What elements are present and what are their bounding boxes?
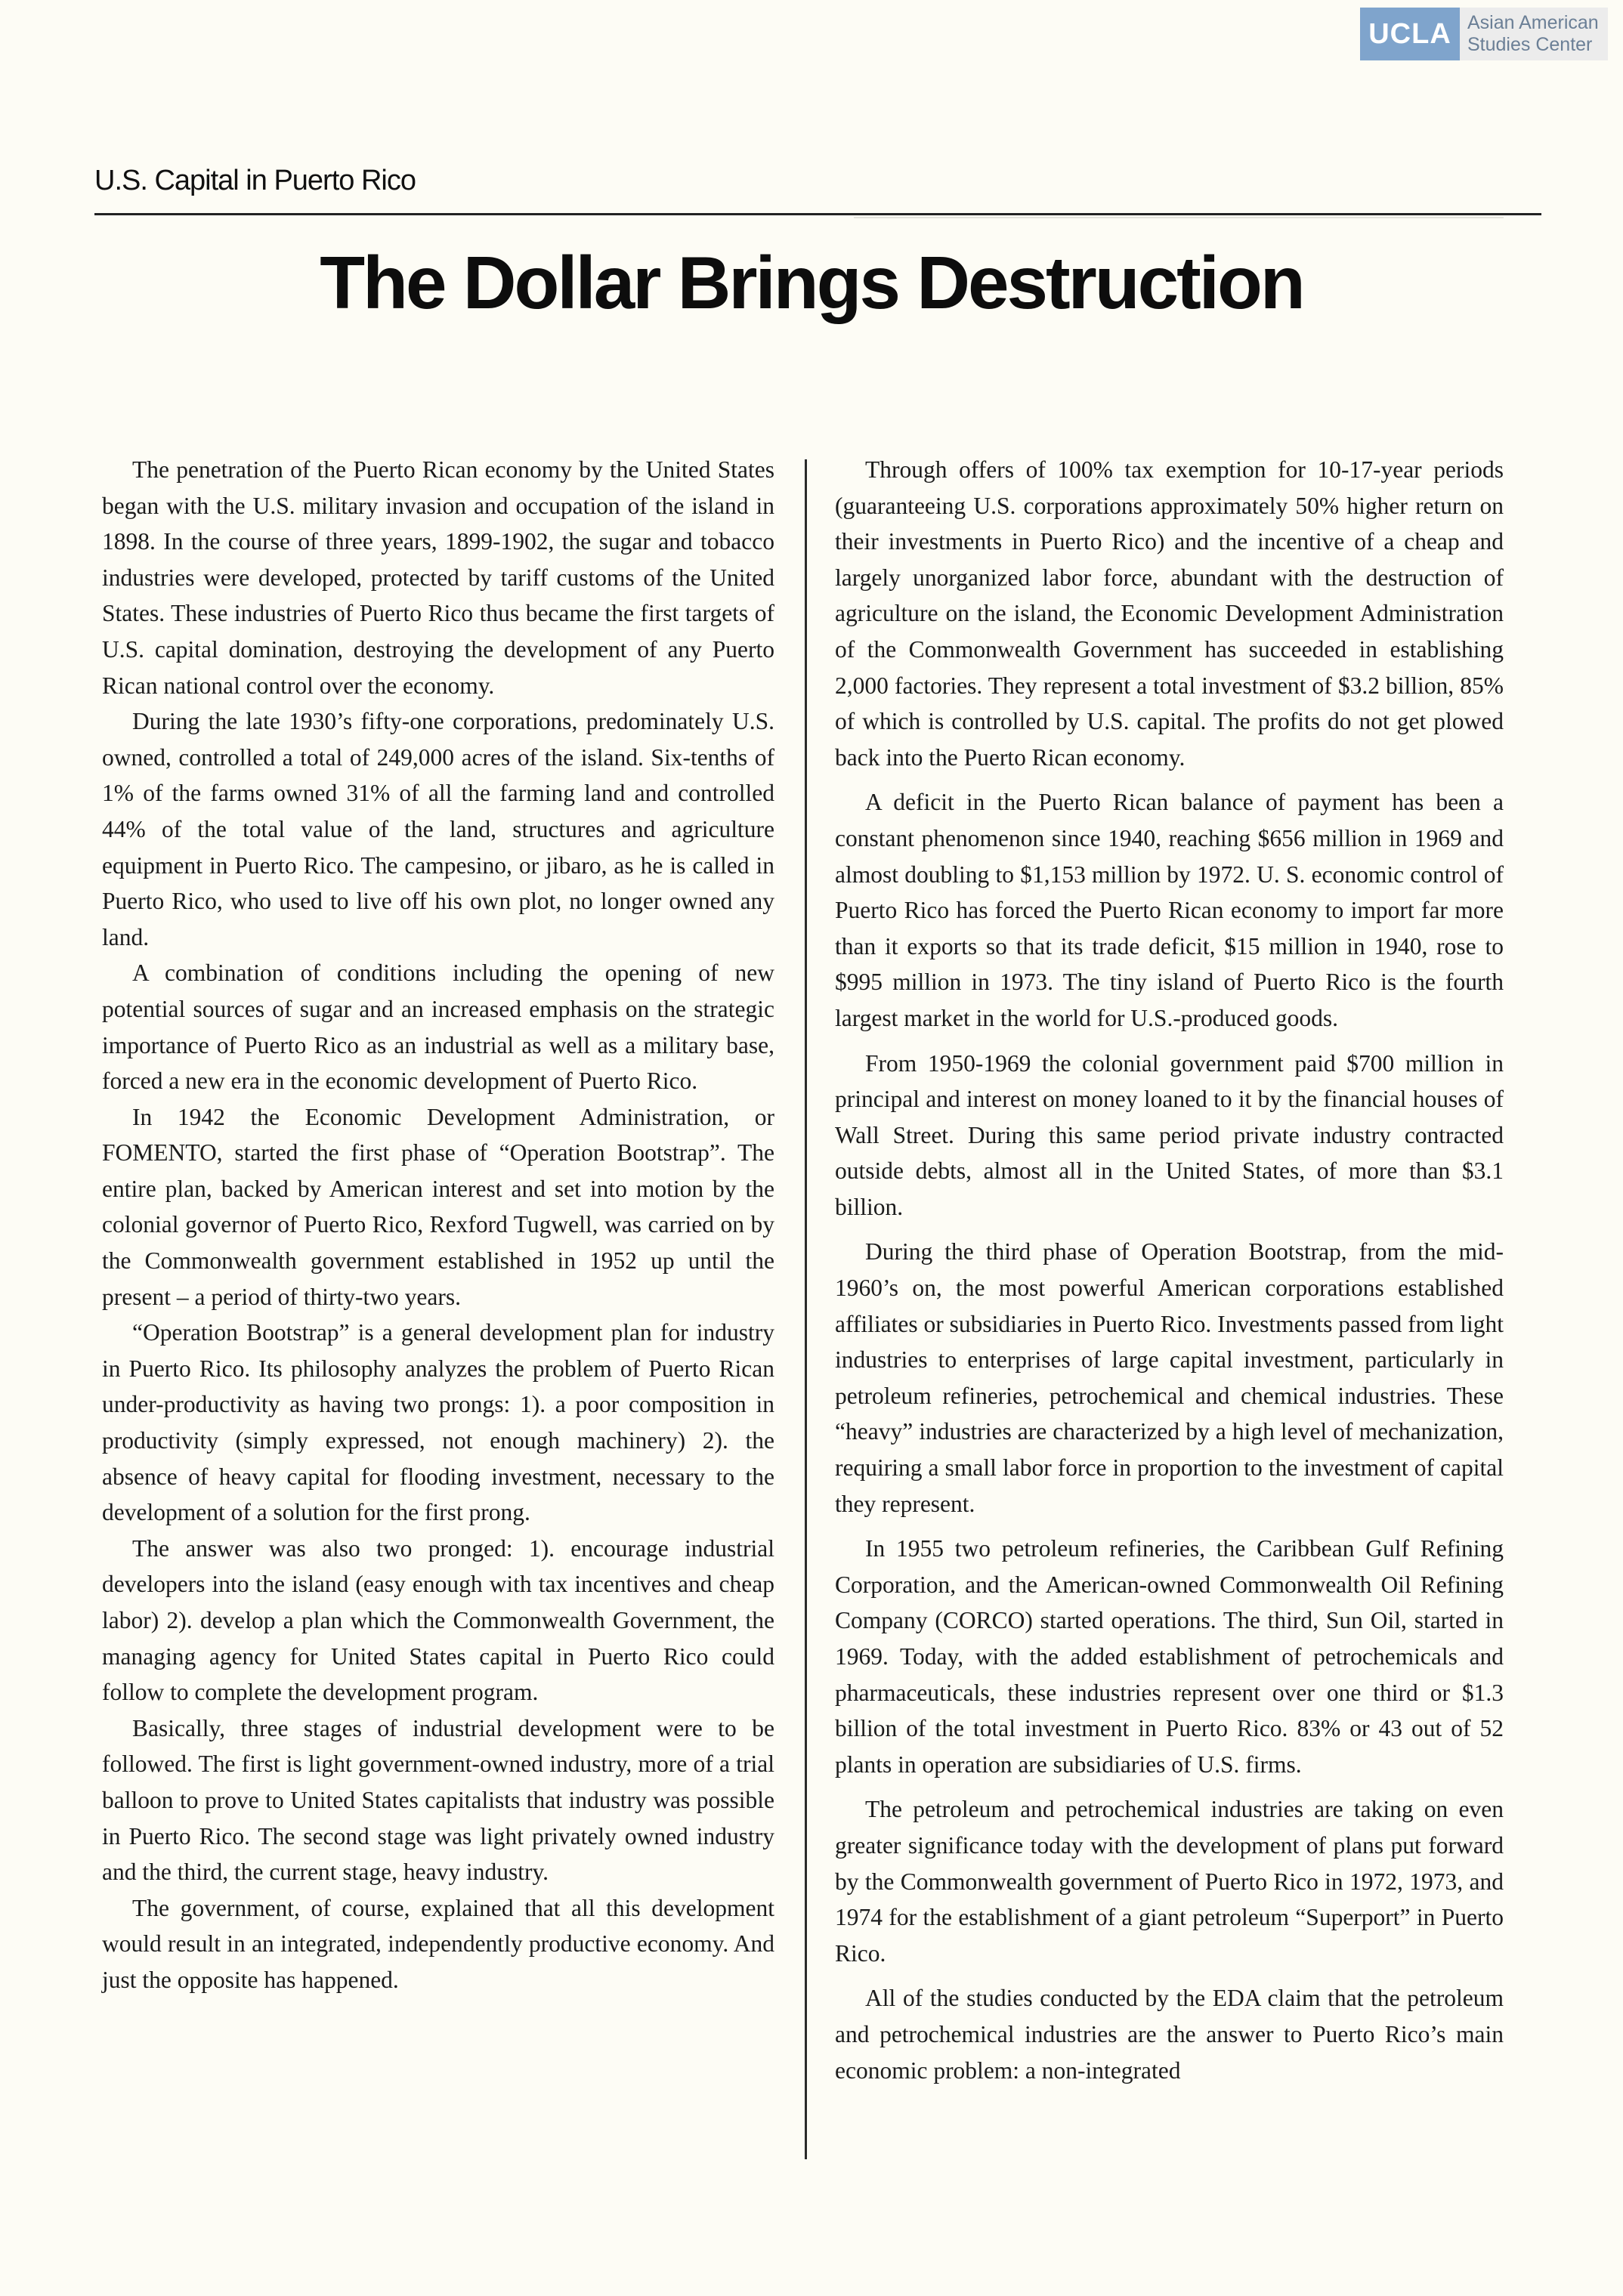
header-rule (94, 213, 1541, 215)
left-column (102, 452, 774, 1998)
left-paragraph: During the late 1930’s fifty-one corporations, predominately U.S. owned, controlled a total of 249,000 acres of the island. Six-tenths of 1% of the farms owned 31% of all the farming land and controlled 44% of the total value of the land, structures and agriculture equipment in Puerto Rico. The campesino, or jibaro, as he is called in Puerto Rico, who used to live off his own plot, no longer owned any land. (102, 708, 774, 950)
ucla-aasc-badge (1360, 8, 1608, 60)
left-paragraph: Basically, three stages of industrial development were to be followed. The first is light government-owned industry, more of a trial balloon to prove to United States capitalists that industry was possible in Puerto Rico. The second stage was light privately owned industry and the third, the current stage, heavy industry. (102, 1714, 774, 1886)
center-name-line2: Studies Center (1467, 34, 1593, 55)
left-paragraph: A combination of conditions including the opening of new potential sources of sugar and an increased emphasis on the strategic importance of Puerto Rico as an industrial as well as a military base, forced a new era in the economic development of Puerto Rico. (102, 959, 774, 1095)
left-paragraph: In 1942 the Economic Development Administration, or FOMENTO, started the first phase of “Operation Bootstrap”. The entire plan, backed by American interest and set into motion by the colonial governor of Puerto Rico, Rexford Tugwell, was carried on by the Commonwealth government established in 1952 up until the present – a period of thirty-two years. (102, 1103, 774, 1310)
left-paragraph: The penetration of the Puerto Rican economy by the United States began with the U.S. military invasion and occupation of the island in 1898. In the course of three years, 1899-1902, the sugar and tobacco industries were developed, protected by tariff customs of the United States. These industries of Puerto Rico thus became the first targets of U.S. capital domination, destroying the development of any Puerto Rican national control over the economy. (102, 456, 774, 699)
right-paragraph: Through offers of 100% tax exemption for 10-17-year periods (guaranteeing U.S. corporations approximately 50% higher return on their investments in Puerto Rico) and the incentive of a cheap and largely unorganized labor force, abundant with the destruction of agriculture on the island, the Economic Development Administration of the Commonwealth Government has succeeded in establishing 2,000 factories. They represent a total investment of $3.2 billion, 85% of which is controlled by U.S. capital. The profits do not get plowed back into the Puerto Rican economy. (835, 456, 1504, 771)
right-paragraph: In 1955 two petroleum refineries, the Caribbean Gulf Refining Corporation, and the American-owned Commonwealth Oil Refining Company (CORCO) started operations. The third, Sun Oil, started in 1969. Today, with the added establishment of petrochemicals and pharmaceuticals, these industries represent over one third or $1.3 billion of the total investment in Puerto Rico. 83% or 43 out of 52 plants in operation are subsidiaries of U.S. firms. (835, 1535, 1504, 1778)
left-paragraph: “Operation Bootstrap” is a general development plan for industry in Puerto Rico. Its philosophy analyzes the problem of Puerto Rican under-productivity as having two prongs: 1). a poor composition in productivity (simply expressed, not enough machinery) 2). the absence of heavy capital for flooding investment, necessary to the development of a solution for the first prong. (102, 1319, 774, 1526)
column-divider (805, 459, 807, 2159)
left-paragraph: The government, of course, explained that all this development would result in an integrated, independently productive economy. And just the opposite has happened. (102, 1894, 774, 1993)
right-column (835, 452, 1504, 2097)
ucla-logo: UCLA (1360, 8, 1460, 60)
article-title: The Dollar Brings Destruction (320, 241, 1303, 324)
center-name-line1: Asian American (1467, 12, 1599, 33)
right-paragraph: From 1950-1969 the colonial government paid $700 million in principal and interest on money loaned to it by the financial houses of Wall Street. During this same period private industry contracted outside debts, almost all in the United States, of more than $3.1 billion. (835, 1049, 1504, 1220)
right-paragraph: During the third phase of Operation Bootstrap, from the mid-1960’s on, the most powerful American corporations established affiliates or subsidiaries in Puerto Rico. Investments passed from light industries to enterprises of large capital investment, particularly in petroleum refineries, petrochemical and chemical industries. These “heavy” industries are characterized by a high level of mechanization, requiring a small labor force in proportion to the investment of capital they represent. (835, 1238, 1504, 1517)
right-paragraph: A deficit in the Puerto Rican balance of payment has been a constant phenomenon since 1940, reaching $656 million in 1969 and almost doubling to $1,153 million by 1972. U. S. economic control of Puerto Rico has forced the Puerto Rican economy to import far more than it exports so that its trade deficit, $15 million in 1940, rose to $995 million in 1973. The tiny island of Puerto Rico is the fourth largest market in the world for U.S.-produced goods. (835, 789, 1504, 1031)
section-heading: U.S. Capital in Puerto Rico (94, 165, 416, 196)
right-paragraph: The petroleum and petrochemical industries are taking on even greater significance today with the development of plans put forward by the Commonwealth government of Puerto Rico in 1972, 1973, and 1974 for the establishment of a giant petroleum “Superport” in Puerto Rico. (835, 1796, 1504, 1967)
left-paragraph: The answer was also two pronged: 1). encourage industrial developers into the island (easy enough with tax incentives and cheap labor) 2). develop a plan which the Commonwealth Government, the managing agency for United States capital in Puerto Rico could follow to complete the development program. (102, 1534, 774, 1706)
center-name (1460, 8, 1608, 60)
right-paragraph: All of the studies conducted by the EDA claim that the petroleum and petrochemical industries are the answer to Puerto Rico’s main economic problem: a non-integrated (835, 1985, 1504, 2084)
